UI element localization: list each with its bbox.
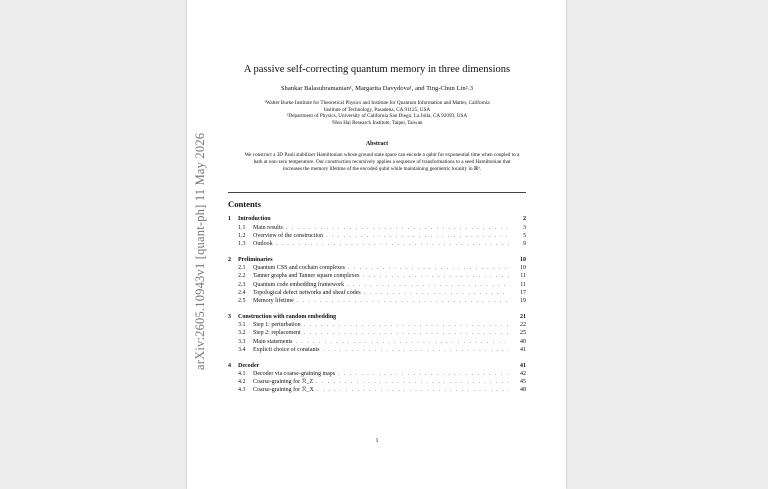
toc-subsection-title[interactable]: Main results	[253, 224, 283, 231]
toc-subsection-title[interactable]: Memory lifetime	[253, 297, 294, 304]
toc-page-number[interactable]: 3	[523, 224, 526, 231]
toc-page-number[interactable]: 9	[523, 240, 526, 247]
toc-leader-dots	[296, 338, 510, 346]
toc-leader-dots	[286, 224, 509, 232]
toc-subsection-2.5[interactable]	[228, 297, 526, 305]
toc-section-number: 2	[228, 256, 231, 263]
affiliations	[222, 100, 532, 126]
toc-leader-dots	[276, 240, 509, 248]
toc-subsection-title[interactable]: Outlook	[253, 240, 273, 247]
toc-subsection-title[interactable]: Topological defect networks and sheaf codes	[253, 289, 361, 296]
toc-leader-dots	[363, 272, 509, 280]
toc-subsection-number: 4.3	[238, 387, 246, 394]
toc-subsection-title[interactable]: Decoder via coarse-graining maps	[253, 371, 336, 378]
toc-section-title[interactable]: Construction with random embedding	[238, 313, 337, 320]
toc-page-number[interactable]: 45	[520, 379, 526, 386]
toc-page-number[interactable]: 10	[520, 256, 526, 263]
toc-subsection-number: 2.2	[238, 273, 246, 280]
toc-subsection-number: 1.3	[238, 240, 246, 247]
toc-subsection-title[interactable]: Coarse-graining for ℛ_Z	[253, 379, 314, 386]
toc-subsection-2.2[interactable]	[228, 272, 526, 280]
toc-section-title[interactable]: Introduction	[238, 216, 271, 222]
toc-section-3[interactable]	[228, 313, 526, 322]
toc-page-number[interactable]: 5	[523, 232, 526, 239]
toc-subsection-title[interactable]: Overview of the construction	[253, 232, 324, 239]
affiliation-line: ³Hon Hai Research Institute, Taipei, Taiwan	[331, 119, 423, 126]
toc-section-2[interactable]	[228, 256, 526, 265]
toc-subsection-1.2[interactable]	[228, 232, 526, 240]
toc-subsection-number: 2.3	[238, 281, 246, 288]
paper-title: A passive self-correcting quantum memory in three dimensions	[243, 64, 511, 75]
toc-subsection-number: 4.2	[238, 379, 246, 386]
toc-subsection-number: 1.1	[238, 224, 246, 231]
toc-subsection-title[interactable]: Step 2: replacement	[253, 330, 301, 337]
abstract-body: We construct a 3D Pauli stabilizer Hamiltonian whose ground state space can encode a qubit for exponential time when coupled to a bath at non-zero temperature. Our construction recursively applies a sequence of transformations to a seed Hamiltonian that increases the memory lifetime of the encoded qubit while maintaining geometric locality in ℝ³.	[244, 152, 520, 172]
toc-page-number[interactable]: 41	[520, 346, 526, 353]
toc-page-number[interactable]: 2	[523, 216, 526, 222]
toc-leader-dots	[304, 329, 509, 337]
toc-leader-dots	[304, 321, 509, 329]
affiliation-line: Institute of Technology, Pasadena, CA 91125, USA	[323, 106, 431, 113]
toc-subsection-1.1[interactable]	[228, 224, 526, 232]
toc-subsection-number: 3.4	[238, 346, 246, 353]
toc-subsection-title[interactable]: Tanner graphs and Tanner square complexes	[253, 273, 360, 280]
toc-subsection-2.4[interactable]	[228, 289, 526, 297]
toc-subsection-title[interactable]: Coarse-graining for ℛ_X	[253, 387, 314, 394]
toc-subsection-3.3[interactable]	[228, 338, 526, 346]
toc-subsection-number: 2.5	[238, 297, 246, 304]
toc-subsection-4.3[interactable]	[228, 386, 526, 394]
toc-subsection-title[interactable]: Explicit choice of constants	[253, 346, 320, 353]
toc-page-number[interactable]: 48	[520, 387, 526, 394]
toc-page-number[interactable]: 11	[520, 273, 526, 280]
contents-heading: Contents	[228, 199, 261, 209]
affiliation-line: ¹Walter Burke Institute for Theoretical Physics and Institute for Quantum Information and Matter, California	[264, 100, 490, 106]
toc-subsection-number: 3.1	[238, 322, 246, 329]
toc-subsection-2.1[interactable]	[228, 264, 526, 272]
toc-page-number[interactable]: 42	[520, 371, 526, 378]
toc-subsection-number: 4.1	[238, 371, 246, 378]
toc-leader-dots	[326, 232, 509, 240]
toc-page-number[interactable]: 25	[520, 330, 526, 337]
arxiv-identifier: arXiv:2605.10943v1 [quant-ph] 11 May 2026	[193, 132, 207, 370]
toc-leader-dots	[364, 289, 509, 297]
toc-page-number[interactable]: 11	[520, 281, 526, 288]
toc-subsection-number: 2.4	[238, 289, 246, 296]
toc-page-number[interactable]: 10	[520, 265, 526, 272]
toc-subsection-3.4[interactable]	[228, 346, 526, 354]
toc-subsection-number: 3.3	[238, 338, 246, 345]
toc-subsection-title[interactable]: Main statements	[253, 338, 293, 345]
toc-section-number: 4	[228, 362, 231, 369]
toc-subsection-title[interactable]: Quantum code embedding framework	[253, 281, 345, 288]
toc-page-number[interactable]: 40	[520, 338, 526, 345]
toc-section-number: 3	[228, 313, 231, 320]
author-list: Shankar Balasubramanian¹, Margarita Davydova¹, and Ting-Chun Lin²˒3	[280, 85, 474, 92]
toc-subsection-number: 3.2	[238, 330, 246, 337]
toc-subsection-3.2[interactable]	[228, 329, 526, 337]
affiliation-line: ²Department of Physics, University of California San Diego, La Jolla, CA 92093, USA	[286, 113, 468, 120]
toc-subsection-number: 1.2	[238, 232, 246, 239]
toc-subsection-number: 2.1	[238, 265, 246, 272]
toc-subsection-title[interactable]: Quantum CSS and cochain complexes	[253, 265, 345, 272]
toc-leader-dots	[348, 264, 509, 272]
table-of-contents	[228, 215, 526, 395]
toc-page-number[interactable]: 22	[520, 322, 526, 329]
toc-subsection-3.1[interactable]	[228, 321, 526, 329]
toc-page-number[interactable]: 21	[520, 313, 526, 320]
toc-section-1[interactable]	[228, 215, 526, 224]
toc-subsection-4.1[interactable]	[228, 370, 526, 378]
toc-section-title[interactable]: Decoder	[238, 362, 260, 369]
toc-leader-dots	[297, 297, 509, 305]
toc-leader-dots	[317, 386, 509, 394]
abstract-heading: Abstract	[365, 141, 389, 147]
toc-leader-dots	[322, 346, 509, 354]
toc-leader-dots	[347, 281, 509, 289]
page-number: 1	[375, 438, 379, 444]
toc-page-number[interactable]: 41	[520, 362, 526, 369]
toc-section-title[interactable]: Preliminaries	[238, 256, 273, 263]
toc-section-4[interactable]	[228, 362, 526, 371]
toc-subsection-title[interactable]: Step 1: perturbation	[253, 322, 301, 329]
toc-page-number[interactable]: 19	[520, 297, 526, 304]
toc-leader-dots	[316, 378, 509, 386]
toc-page-number[interactable]: 17	[520, 289, 526, 296]
toc-subsection-1.3[interactable]	[228, 240, 526, 248]
toc-section-number: 1	[228, 216, 231, 222]
toc-leader-dots	[338, 370, 509, 378]
toc-subsection-4.2[interactable]	[228, 378, 526, 386]
toc-subsection-2.3[interactable]	[228, 281, 526, 289]
section-divider	[228, 192, 526, 193]
